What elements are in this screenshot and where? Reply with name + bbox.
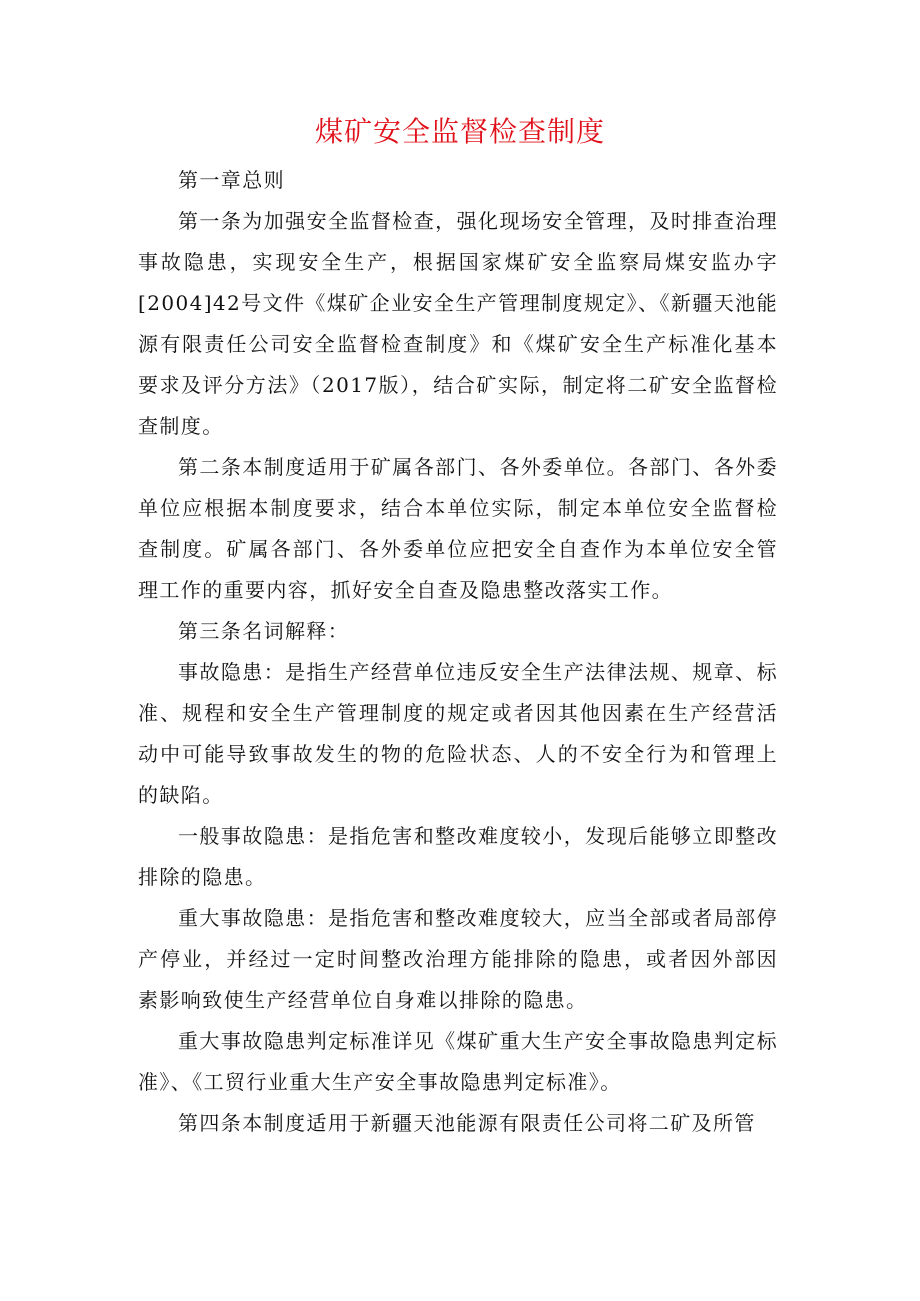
article-2-paragraph: 第二条本制度适用于矿属各部门、各外委单位。各部门、各外委单位应根据本制度要求，结合本单位实际，制定本单位安全监督检查制度。矿属各部门、各外委单位应把安全自查作为本单位安全管理工作的重要内容，抓好安全自查及隐患整改落实工作。 xyxy=(138,455,778,602)
document-body xyxy=(138,160,778,1144)
article-3-paragraph: 第三条名词解释： xyxy=(178,619,350,643)
article-4-paragraph: 第四条本制度适用于新疆天池能源有限责任公司将二矿及所管 xyxy=(178,1111,756,1135)
definition-general-hazard: 一般事故隐患：是指危害和整改难度较小，发现后能够立即整改排除的隐患。 xyxy=(138,824,778,889)
definition-accident-hazard: 事故隐患：是指生产经营单位违反安全生产法律法规、规章、标准、规程和安全生产管理制度的规定或者因其他因素在生产经营活动中可能导致事故发生的物的危险状态、人的不安全行为和管理上的缺陷。 xyxy=(138,660,778,807)
definition-major-hazard: 重大事故隐患：是指危害和整改难度较大，应当全部或者局部停产停业，并经过一定时间整改治理方能排除的隐患，或者因外部因素影响致使生产经营单位自身难以排除的隐患。 xyxy=(138,906,778,1012)
document-title: 煤矿安全监督检查制度 xyxy=(314,115,605,148)
article-1-paragraph: 第一条为加强安全监督检查，强化现场安全管理，及时排查治理事故隐患，实现安全生产，根据国家煤矿安全监察局煤安监办字[2004]42号文件《煤矿企业安全生产管理制度规定》、《新疆天池能源有限责任公司安全监督检查制度》和《煤矿安全生产标准化基本要求及评分方法》（2017版），结合矿实际，制定将二矿安全监督检查制度。 xyxy=(138,209,778,438)
major-hazard-standard-paragraph: 重大事故隐患判定标准详见《煤矿重大生产安全事故隐患判定标准》、《工贸行业重大生产安全事故隐患判定标准》。 xyxy=(138,1029,778,1094)
chapter-heading: 第一章总则 xyxy=(178,168,285,192)
